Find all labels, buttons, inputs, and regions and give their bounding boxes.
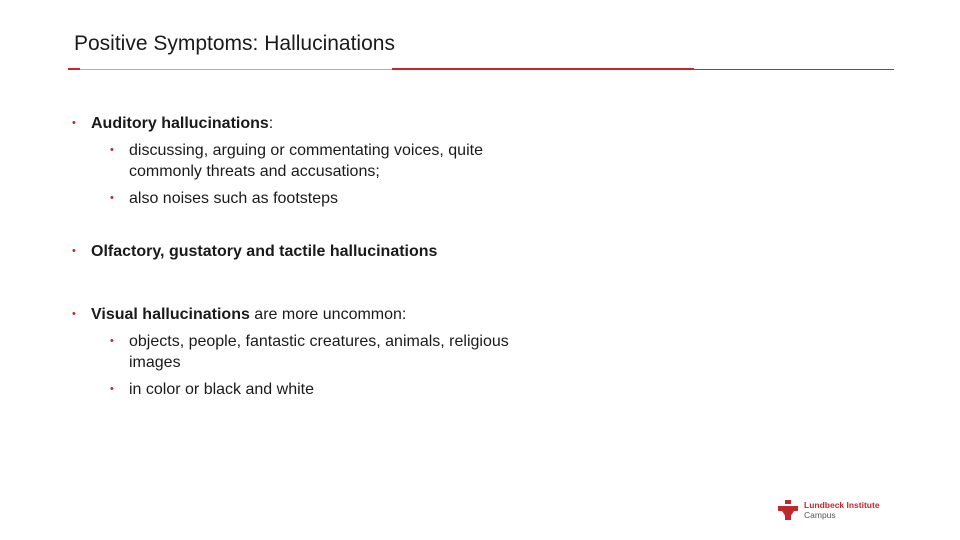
bullet-heading: Olfactory, gustatory and tactile hallucinations [91,243,438,260]
sub-bullet-text: objects, people, fantastic creatures, animals, religious images [129,333,509,371]
bullet-marker: • [72,245,76,257]
bullet-marker: • [72,308,76,320]
bullet-text: : [268,115,274,132]
sub-bullet-text: also noises such as footsteps [129,190,339,207]
bullet-heading: Auditory hallucinations [91,115,269,132]
sub-bullet-item [72,140,509,182]
bullet-item-visual [72,304,672,325]
bullet-item-auditory [72,113,672,134]
bullet-heading: Visual hallucinations [91,306,250,323]
sub-bullet-text: discussing, arguing or commentating voices, quite commonly threats and accusations; [129,142,483,180]
bullet-marker: • [110,144,114,156]
sub-bullet-item [72,379,672,400]
bullet-text: are more uncommon: [249,306,407,323]
title-underline-segment [68,68,80,70]
bullet-marker: • [72,117,76,129]
title-underline-segment [80,69,392,70]
bullet-item-olfactory [72,241,672,262]
sub-bullet-item [72,331,509,373]
logo-subtitle: Campus [804,510,836,520]
sub-bullet-text: in color or black and white [129,381,314,398]
title-underline-segment [694,69,894,70]
bullet-marker: • [110,192,114,204]
bullet-marker: • [110,383,114,395]
logo-text [804,500,880,520]
sub-bullet-item [72,188,672,209]
lundbeck-cross-icon [778,500,798,520]
title-underline-segment [392,68,694,70]
lundbeck-logo [778,499,880,521]
logo-name: Lundbeck Institute [804,500,880,510]
bullet-marker: • [110,335,114,347]
slide-title: Positive Symptoms: Hallucinations [74,32,395,55]
bullet-list [72,113,672,400]
